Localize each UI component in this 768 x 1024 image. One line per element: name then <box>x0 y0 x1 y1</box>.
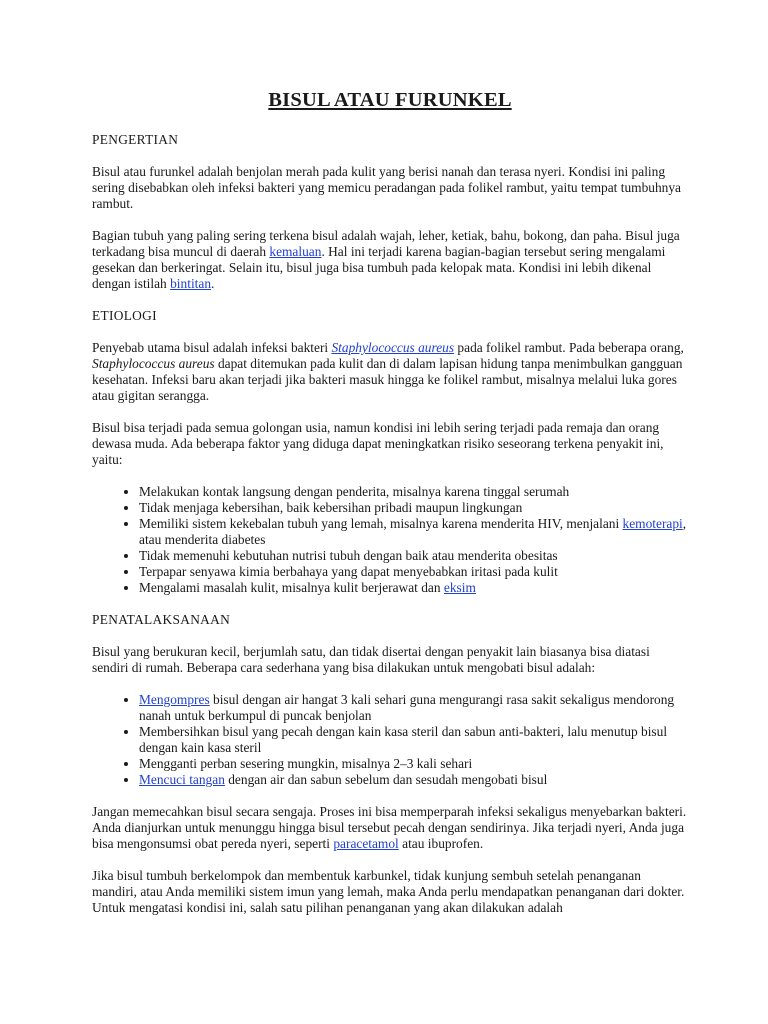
list-item <box>139 772 688 788</box>
text-run: Penyebab utama bisul adalah infeksi bakteri <box>92 340 332 355</box>
list-item <box>139 580 688 596</box>
document-title: BISUL ATAU FURUNKEL <box>268 89 512 111</box>
paragraph-pengertian-2 <box>92 228 688 292</box>
link-mengompres[interactable]: Mengompres <box>139 692 210 707</box>
text-run: . Hal ini terjadi karena bagian-bagian tersebut sering mengalami gesekan dan berkeringat. Selain itu, bisul juga bisa tumbuh pada kelopak mata. Kondisi ini lebih dikenal dengan istilah <box>92 244 666 291</box>
text-run: Bagian tubuh yang paling sering terkena bisul adalah wajah, leher, ketiak, bahu, bokong, dan paha. Bisul juga terkadang bisa muncul di daerah <box>92 228 680 259</box>
list-item: • Membersihkan bisul yang pecah dengan kain kasa steril dan sabun anti-bakteri, lalu menutup bisul dengan kain kasa steril <box>139 724 688 756</box>
text-run: Jangan memecahkan bisul secara sengaja. Proses ini bisa memperparah infeksi sekaligus menyebarkan bakteri. Anda dianjurkan untuk menunggu hingga bisul tersebut pecah dengan sendirinya. Jika terjadi nyeri, Anda juga bisa mengonsumsi obat pereda nyeri, seperti <box>92 804 687 851</box>
link-kemoterapi[interactable]: kemoterapi <box>622 516 683 531</box>
link-bintitan[interactable]: bintitan <box>170 276 212 291</box>
link-kemaluan[interactable]: kemaluan <box>269 244 322 259</box>
paragraph-penatalaksanaan-2 <box>92 804 688 852</box>
section-heading-etiologi: ETIOLOGI <box>92 308 157 323</box>
text-run: Mengalami masalah kulit, misalnya kulit berjerawat dan <box>139 580 444 595</box>
paragraph-penatalaksanaan-1: Bisul yang berukuran kecil, berjumlah satu, dan tidak disertai dengan penyakit lain biasanya bisa diatasi sendiri di rumah. Beberapa cara sederhana yang bisa dilakukan untuk mengobati bisul adalah: <box>92 644 650 675</box>
list-item <box>139 692 688 724</box>
link-mencuci-tangan[interactable]: Mencuci tangan <box>139 772 225 787</box>
link-paracetamol[interactable]: paracetamol <box>333 836 399 851</box>
list-item <box>139 516 688 548</box>
list-item: • Tidak menjaga kebersihan, baik kebersihan pribadi maupun lingkungan <box>139 500 688 516</box>
paragraph-penatalaksanaan-3: Jika bisul tumbuh berkelompok dan membentuk karbunkel, tidak kunjung sembuh setelah penanganan mandiri, atau Anda memiliki sistem imun yang lemah, maka Anda perlu mendapatkan penanganan dari dokter. Untuk mengatasi kondisi ini, salah satu pilihan penanganan yang akan dilakukan adalah <box>92 868 685 915</box>
text-run: dapat ditemukan pada kulit dan di dalam lapisan hidung tanpa menimbulkan gangguan kesehatan. Infeksi baru akan terjadi jika bakteri masuk hingga ke folikel rambut, misalnya melalui luka gores atau gigitan serangga. <box>92 356 683 403</box>
paragraph-etiologi-2: Bisul bisa terjadi pada semua golongan usia, namun kondisi ini lebih sering terjadi pada remaja dan orang dewasa muda. Ada beberapa faktor yang diduga dapat meningkatkan risiko seseorang terkena penyakit ini, yaitu: <box>92 420 664 467</box>
text-run: . <box>211 276 215 291</box>
text-run: pada folikel rambut. Pada beberapa orang, <box>454 340 684 355</box>
list-item: • Mengganti perban sesering mungkin, misalnya 2–3 kali sehari <box>139 756 688 772</box>
text-run: Memiliki sistem kekebalan tubuh yang lemah, misalnya karena menderita HIV, menjalani <box>139 516 623 531</box>
section-heading-pengertian: PENGERTIAN <box>92 132 179 147</box>
list-item: • Tidak memenuhi kebutuhan nutrisi tubuh dengan baik atau menderita obesitas <box>139 548 688 564</box>
section-heading-penatalaksanaan: PENATALAKSANAAN <box>92 612 231 627</box>
link-eksim[interactable]: eksim <box>443 580 476 595</box>
italic-species-name: Staphylococcus aureus <box>92 356 215 371</box>
risk-factor-list <box>92 484 688 596</box>
text-run: , atau menderita diabetes <box>139 516 687 547</box>
text-run: dengan air dan sabun sebelum dan sesudah mengobati bisul <box>224 772 548 787</box>
paragraph-pengertian-1: Bisul atau furunkel adalah benjolan merah pada kulit yang berisi nanah dan terasa nyeri. Kondisi ini paling sering disebabkan oleh infeksi bakteri yang memicu peradangan pada folikel rambut, yaitu tempat tumbuhnya rambut. <box>92 164 682 211</box>
text-run: bisul dengan air hangat 3 kali sehari guna mengurangi rasa sakit sekaligus mendorong nanah untuk berkumpul di puncak benjolan <box>139 692 675 723</box>
text-run: atau ibuprofen. <box>398 836 484 851</box>
list-item: • Terpapar senyawa kimia berbahaya yang dapat menyebabkan iritasi pada kulit <box>139 564 688 580</box>
paragraph-etiologi-1 <box>92 340 688 404</box>
list-item: • Melakukan kontak langsung dengan penderita, misalnya karena tinggal serumah <box>139 484 688 500</box>
treatment-list <box>92 692 688 788</box>
link-staphylococcus-aureus[interactable]: Staphylococcus aureus <box>331 340 455 355</box>
